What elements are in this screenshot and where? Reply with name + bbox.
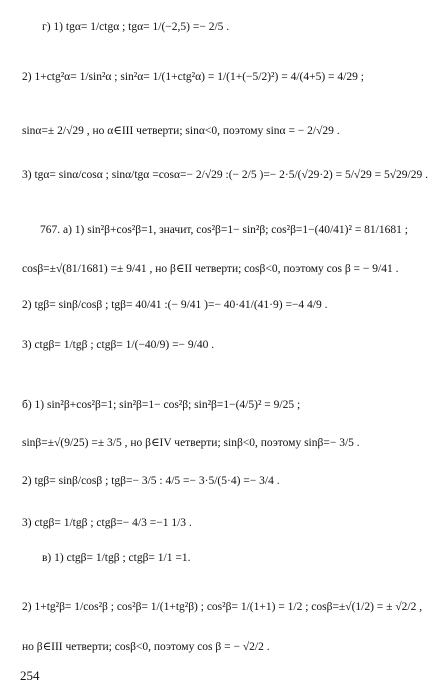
formula-line-b3: 2) tgβ= sinβ/cosβ ; tgβ=− 3/5 : 4/5 =− 3·5/(5·4) =− 3/4 . <box>22 475 280 487</box>
formula-line-g1: г) 1) tgα= 1/ctgα ; tgα= 1/(−2,5) =− 2/5 . <box>42 21 230 33</box>
formula-line-v1: в) 1) ctgβ= 1/tgβ ; ctgβ= 1/1 =1. <box>42 552 191 564</box>
formula-line-b4: 3) ctgβ= 1/tgβ ; ctgβ=− 4/3 =−1 1/3 . <box>22 517 192 529</box>
formula-line-a2: 2) tgβ= sinβ/cosβ ; tgβ= 40/41 :(− 9/41 )=− 40·41/(41·9) =−4 4/9 . <box>22 299 328 311</box>
problem-767-header-line: 767. а) 1) sin²β+cos²β=1, значит, cos²β=1− sin²β; cos²β=1−(40/41)² = 81/1681 ; <box>40 224 408 236</box>
formula-line-g3: sinα=± 2/√29 , но α∈III четверти; sinα<0, поэтому sinα = − 2/√29 . <box>22 125 340 137</box>
formula-line-v3: но β∈III четверти; cosβ<0, поэтому cos β = − √2/2 . <box>22 641 270 653</box>
formula-line-b1: б) 1) sin²β+cos²β=1; sin²β=1− cos²β; sin²β=1−(4/5)² = 9/25 ; <box>22 399 301 411</box>
formula-line-b2: sinβ=±√(9/25) =± 3/5 , но β∈IV четверти; sinβ<0, поэтому sinβ=− 3/5 . <box>22 437 360 449</box>
page-number: 254 <box>20 668 40 683</box>
formula-line-a3: 3) ctgβ= 1/tgβ ; ctgβ= 1/(−40/9) =− 9/40 . <box>22 339 215 351</box>
formula-line-v2: 2) 1+tg²β= 1/cos²β ; cos²β= 1/(1+tg²β) ; cos²β= 1/(1+1) = 1/2 ; cosβ=±√(1/2) = ± √2/2 , <box>22 601 423 613</box>
formula-line-g2: 2) 1+ctg²α= 1/sin²α ; sin²α= 1/(1+ctg²α) = 1/(1+(−5/2)²) = 4/(4+5) = 4/29 ; <box>22 71 364 83</box>
formula-line-a1: cosβ=±√(81/1681) =± 9/41 , но β∈II четверти; cosβ<0, поэтому cos β = − 9/41 . <box>22 263 399 275</box>
formula-line-g4: 3) tgα= sinα/cosα ; sinα/tgα =cosα=− 2/√29 :(− 2/5 )=− 2·5/(√29·2) = 5/√29 = 5√29/29 . <box>22 169 428 181</box>
